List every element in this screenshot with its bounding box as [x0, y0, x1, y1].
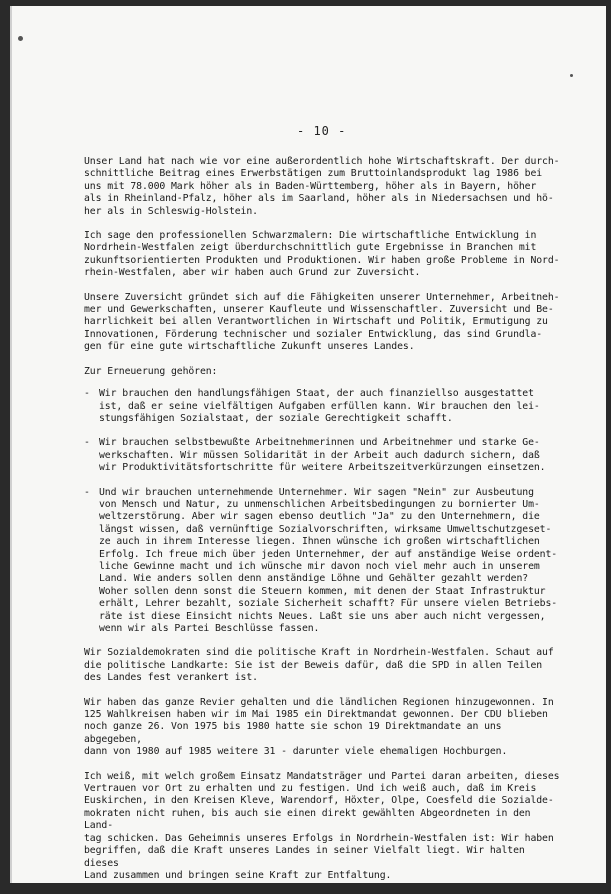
bullet-marker: - — [84, 437, 90, 449]
list-item-text: Und wir brauchen unternehmende Unternehmer. Wir sagen "Nein" zur Ausbeutung von Mensch und Natur, zu unmenschlichen Arbeitsbedingungen zu bornierter Um- weltzerstörung. Aber wir sagen ebenso deutlich "Ja" zu den Unternehmern, die längst wissen, daß vernünftige Sozialvorschriften, wirksame Umweltschutzgeset- ze auch in ihrem Interesse liegen. Ihnen wünsche ich großen wirtschaftlichen Erfolg. Ich freue mich über jeden Unternehmer, der auf anständige Weise ordent- liche Gewinne macht und ich wünsche mir davon noch viel mehr auch in unserem Land. Wie anders sollen denn anständige Löhne und Gehälter gezahlt werden? Woher sollen denn sonst die Steuern kommen, mit denen der Staat Infrastruktur erhält, Lehrer bezahlt, soziale Sicherheit schafft? Für unsere vielen Betriebs- räte ist diese Einsicht nichts Neues. Laßt sie uns aber auch nicht vergessen, wenn wir als Partei Beschlüsse fassen. — [99, 486, 558, 634]
paragraph: Unser Land hat nach wie vor eine außerordentlich hohe Wirtschaftskraft. Der durch- schnittliche Beitrag eines Erwerbstätigen zum Bruttoinlandsprodukt lag 1986 bei uns mit 78.000 Mark höher als in Baden-Württemberg, höher als in Bayern, höher als in Rheinland-Pfalz, höher als im Saarland, höher als in Niedersachsen und hö- her als in Schleswig-Holstein. — [84, 156, 560, 217]
scan-speck — [570, 74, 573, 77]
scan-speck — [18, 36, 23, 41]
paragraph: Ich weiß, mit welch großem Einsatz Mandatsträger und Partei daran arbeiten, dieses Vertrauen vor Ort zu erhalten und zu festigen. Und ich weiß auch, daß im Kreis Euskirchen, in den Kreisen Kleve, Warendorf, Höxter, Olpe, Coesfeld die Sozialde- mokraten nicht ruhen, bis auch sie einen direkt gewählten Abgeordneten in den Land- tag schicken. Das Geheimnis unseres Erfolgs in Nordrhein-Westfalen ist: Wir haben begriffen, daß die Kraft unseres Landes in seiner Vielfalt liegt. Wir halten dieses Land zusammen und bringen seine Kraft zur Entfaltung. — [84, 770, 560, 881]
document-page — [10, 6, 606, 883]
list-item — [84, 388, 562, 425]
list-item — [84, 437, 562, 474]
list-item — [84, 487, 562, 636]
bullet-marker: - — [84, 486, 90, 498]
bullet-marker: - — [84, 388, 90, 400]
paragraph: Wir haben das ganze Revier gehalten und die ländlichen Regionen hinzugewonnen. In 125 Wahlkreisen haben wir im Mai 1985 ein Direktmandat gewonnen. Der CDU blieben noch ganze 26. Von 1975 bis 1980 hatte sie schon 19 Direktmandate an uns abgegeben, dann von 1980 auf 1985 weitere 31 - darunter viele ehemaligen Hochburgen. — [84, 696, 554, 758]
paragraph: Ich sage den professionellen Schwarzmalern: Die wirtschaftliche Entwicklung in Nordrhein-Westfalen zeigt überdurchschnittlich gute Ergebnisse in Branchen mit zukunftsorientierten Produkten und Produktionen. Wir haben große Probleme in Nord- rhein-Westfalen, aber wir haben auch Grund zur Zuversicht. — [84, 230, 560, 279]
paragraph: Unsere Zuversicht gründet sich auf die Fähigkeiten unserer Unternehmer, Arbeitneh- mer und Gewerkschaften, unserer Kaufleute und Wissenschaftler. Zuversicht und Be- harrlichkeit bei allen Verantwortlichen in Wirtschaft und Politik, Ermutigung zu Innovationen, Förderung technischer und sozialer Entwicklung, das sind Grundla- gen für eine gute wirtschaftliche Zukunft unseres Landes. — [84, 291, 560, 353]
document-body — [84, 156, 562, 894]
list-intro: Zur Erneuerung gehören: — [84, 365, 218, 377]
list-item-text: Wir brauchen selbstbewußte Arbeitnehmerinnen und Arbeitnehmer und starke Ge- werkschaften. Wir müssen Solidarität in der Arbeit auch dadurch sichern, daß wir Produktivitätsfortschritte für weitere Arbeitszeitverkürzungen einsetzen. — [99, 437, 546, 474]
page-number: - 10 - — [297, 124, 347, 138]
paragraph: Wir Sozialdemokraten sind die politische Kraft in Nordrhein-Westfalen. Schaut auf die politische Landkarte: Sie ist der Beweis dafür, daß die SPD in allen Teilen des Landes fest verankert ist. — [84, 647, 554, 684]
list-item-text: Wir brauchen den handlungsfähigen Staat, der auch finanziellso ausgestattet ist, daß er seine vielfältigen Aufgaben erfüllen kann. Wir brauchen den lei- stungsfähigen Sozialstaat, der soziale Gerechtigkeit schafft. — [99, 388, 540, 424]
